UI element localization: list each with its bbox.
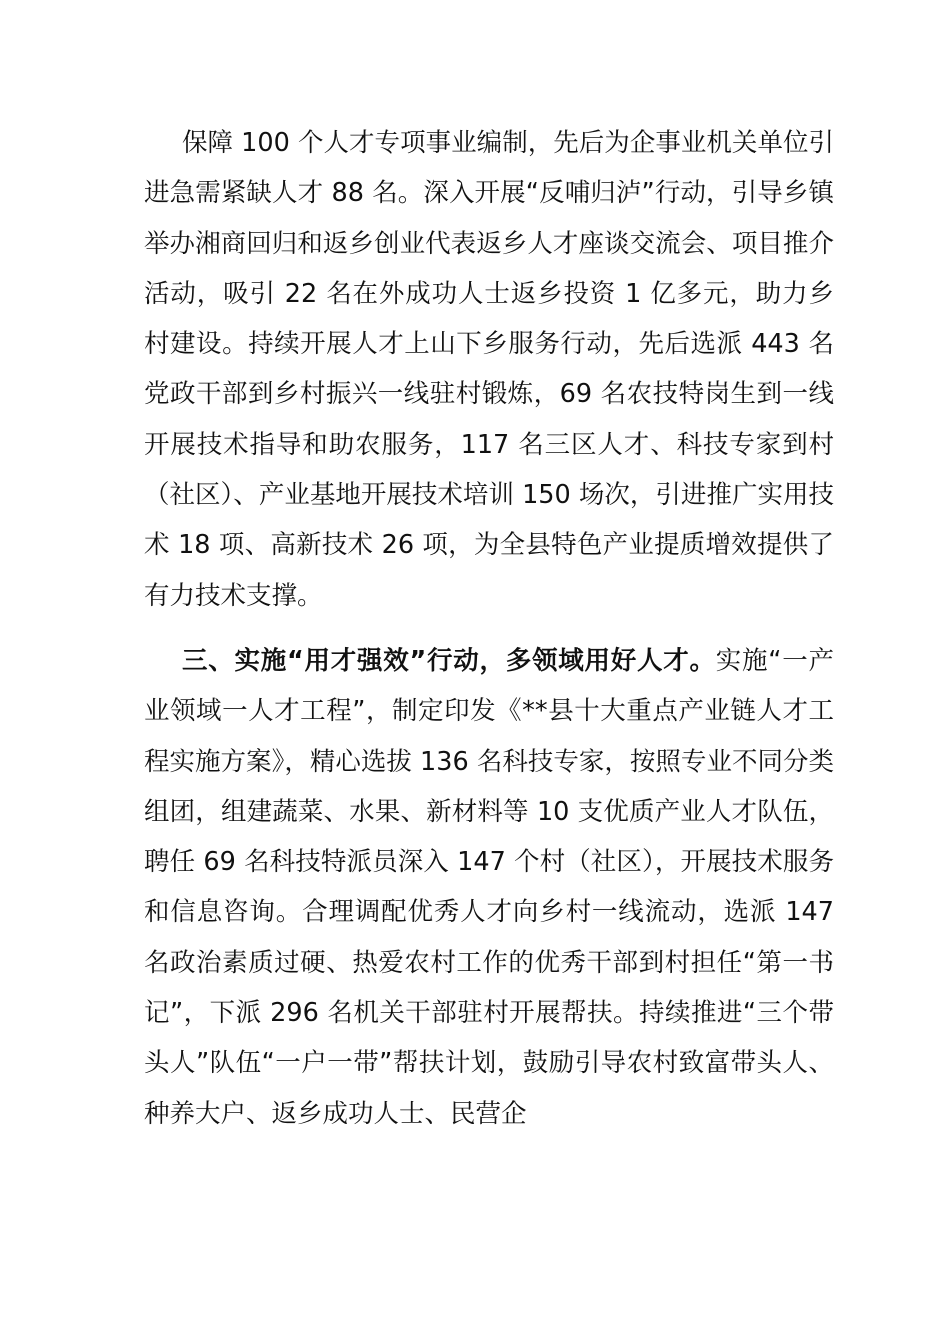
section-heading: 三、实施“用才强效”行动，多领域用好人才。 (182, 646, 716, 676)
section-paragraph (144, 636, 834, 1139)
body-paragraph: 保障 100 个人才专项事业编制，先后为企事业机关单位引进急需紧缺人才 88 名。深入开展“反哺归泸”行动，引导乡镇举办湘商回归和返乡创业代表返乡人才座谈交流会、项目推介活动，吸引 22 名在外成功人士返乡投资 1 亿多元，助力乡村建设。持续开展人才上山下乡服务行动，先后选派 443 名党政干部到乡村振兴一线驻村锻炼，69 名农技特岗生到一线开展技术指导和助农服务，117 名三区人才、科技专家到村（社区）、产业基地开展技术培训 150 场次，引进推广实用技术 18 项、高新技术 26 项，为全县特色产业提质增效提供了有力技术支撑。 (144, 128, 834, 611)
section-body: 实施“一产业领域一人才工程”，制定印发《**县十大重点产业链人才工程实施方案》，精心选拔 136 名科技专家，按照专业不同分类组团，组建蔬菜、水果、新材料等 10 支优质产业人才队伍，聘任 69 名科技特派员深入 147 个村（社区），开展技术服务和信息咨询。合理调配优秀人才向乡村一线流动，选派 147 名政治素质过硬、热爱农村工作的优秀干部到村担任“第一书记”，下派 296 名机关干部驻村开展帮扶。持续推进“三个带头人”队伍“一户一带”帮扶计划，鼓励引导农村致富带头人、种养大户、返乡成功人士、民营企 (144, 646, 834, 1129)
